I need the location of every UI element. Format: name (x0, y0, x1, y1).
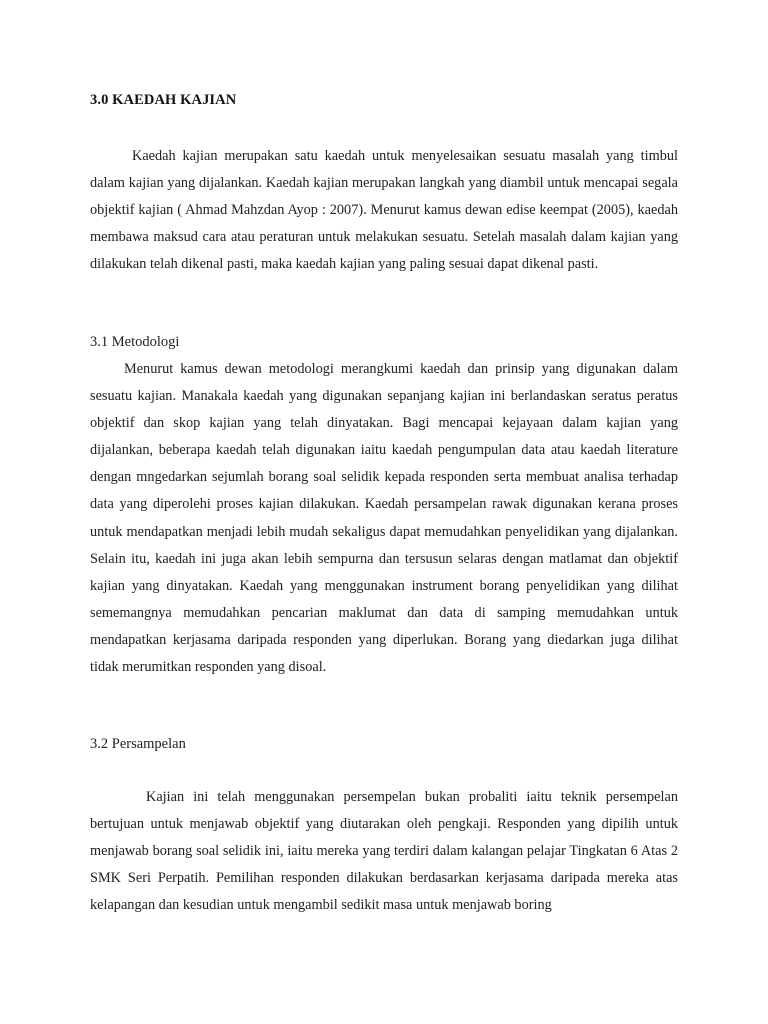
paragraph-persampelan: Kajian ini telah menggunakan persempelan bukan probaliti iaitu teknik persempelan bertujuan untuk menjawab objektif yang diutarakan oleh pengkaji. Responden yang dipilih untuk menjawab borang soal selidik ini, iaitu mereka yang terdiri dalam kalangan pelajar Tingkatan 6 Atas 2 SMK Seri Perpatih. Pemilihan responden dilakukan berdasarkan kerjasama daripada mereka atas kelapangan dan kesudian untuk mengambil sedikit masa untuk menjawab boring (90, 789, 678, 914)
paragraph-metodologi: Menurut kamus dewan metodologi merangkumi kaedah dan prinsip yang digunakan dalam sesuatu kajian. Manakala kaedah yang digunakan sepanjang kajian ini berlandaskan seratus peratus objektif dan skop kajian yang telah dinyatakan. Bagi mencapai kejayaan dalam kajian yang dijalankan, beberapa kaedah telah digunakan iaitu kaedah pengumpulan data atau kaedah literature dengan mngedarkan sejumlah borang soal selidik kepada responden serta membuat analisa terhadap data yang diperolehi proses kajian dilakukan. Kaedah persampelan rawak digunakan kerana proses untuk mendapatkan menjadi lebih mudah sekaligus dapat memudahkan penyelidikan yang dijalankan. Selain itu, kaedah ini juga akan lebih sempurna dan tersusun selaras dengan matlamat dan objektif kajian yang dinyatakan. Kaedah yang menggunakan instrument borang penyelidikan yang dilihat sememangnya memudahkan pencarian maklumat dan data di samping memudahkan untuk mendapatkan kerjasama daripada responden yang diperlukan. Borang yang diedarkan juga dilihat tidak merumitkan responden yang disoal. (90, 361, 678, 676)
subheading-persampelan: 3.2 Persampelan (90, 736, 186, 752)
paragraph-kaedah-kajian: Kaedah kajian merupakan satu kaedah untuk menyelesaikan sesuatu masalah yang timbul dalam kajian yang dijalankan. Kaedah kajian merupakan langkah yang diambil untuk mencapai segala objektif kajian ( Ahmad Mahzdan Ayop : 2007). Menurut kamus dewan edise keempat (2005), kaedah membawa maksud cara atau peraturan untuk melakukan sesuatu. Setelah masalah dalam kajian yang dilakukan telah dikenal pasti, maka kaedah kajian yang paling sesuai dapat dikenal pasti. (90, 148, 678, 273)
section-heading-kaedah-kajian: 3.0 KAEDAH KAJIAN (90, 92, 237, 108)
subheading-metodologi: 3.1 Metodologi (90, 334, 180, 350)
